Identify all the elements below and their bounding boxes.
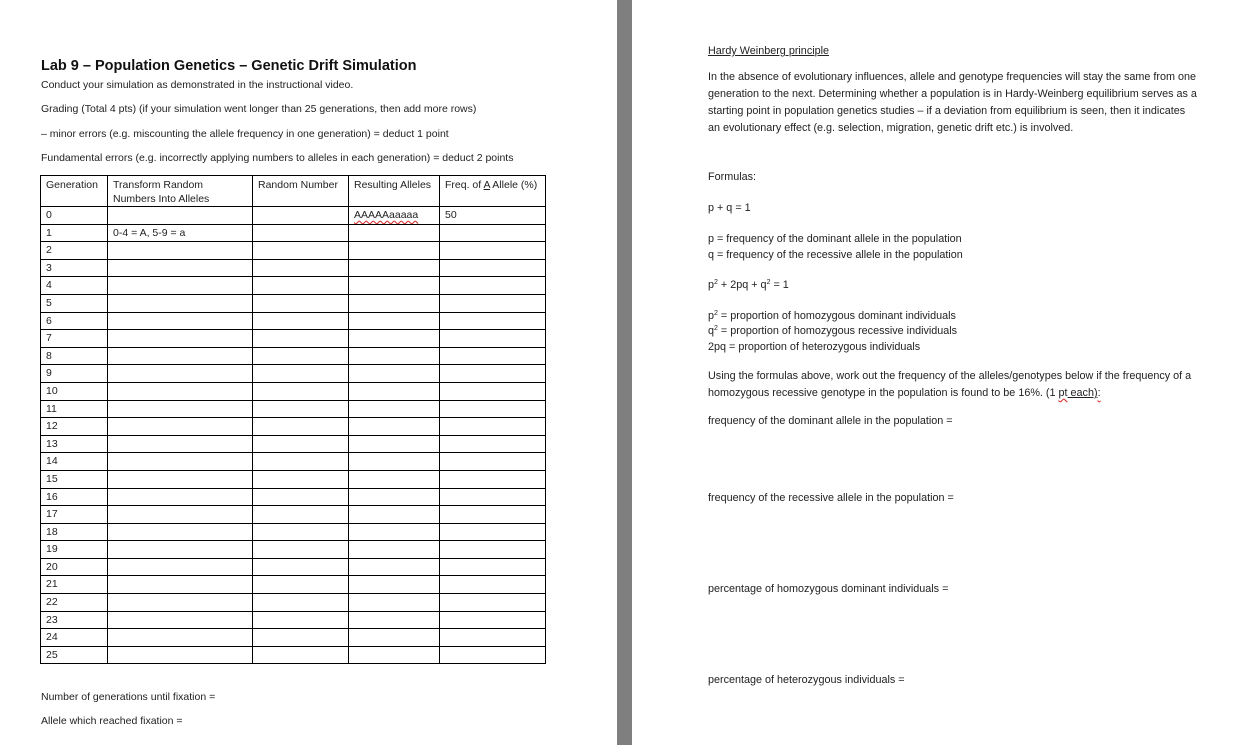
generation-cell[interactable]: 0 (41, 207, 108, 225)
freq-cell[interactable] (440, 435, 546, 453)
transform-cell[interactable] (108, 594, 253, 612)
table-row (41, 558, 546, 576)
table-row (41, 224, 546, 242)
table-row (41, 312, 546, 330)
freq-cell[interactable] (440, 365, 546, 383)
table-row (41, 330, 546, 348)
random-number-cell[interactable] (253, 418, 349, 436)
page-divider (617, 0, 632, 745)
question-main: Using the formulas above, work out the frequency of the alleles/genotypes below if the frequency of a homozygous recessive genotype in the population is found to be 16%. (1 (708, 370, 1192, 399)
header-transform-text: Transform Random Numbers Into Alleles (113, 179, 210, 205)
freq-cell[interactable] (440, 418, 546, 436)
header-generation: Generation (41, 176, 108, 207)
question-pt: pt (1058, 387, 1068, 399)
header-freq (440, 176, 546, 207)
table-row (41, 523, 546, 541)
doc-title: Lab 9 – Population Genetics – Genetic Drift Simulation (41, 58, 417, 74)
generation-cell[interactable]: 10 (41, 382, 108, 400)
freq-cell[interactable] (440, 453, 546, 471)
random-number-cell[interactable] (253, 277, 349, 295)
resulting-alleles-cell[interactable] (349, 646, 440, 664)
generations-fixation-text: Number of generations until fixation = (41, 691, 216, 703)
resulting-alleles-cell[interactable] (349, 330, 440, 348)
transform-cell[interactable] (108, 576, 253, 594)
answer-dominant-frequency: frequency of the dominant allele in the population = (708, 415, 953, 427)
generation-cell[interactable]: 9 (41, 365, 108, 383)
transform-cell[interactable] (108, 277, 253, 295)
freq-cell[interactable] (440, 646, 546, 664)
header-random-number: Random Number (253, 176, 349, 207)
generation-cell[interactable]: 24 (41, 629, 108, 647)
question-end: each) (1067, 387, 1098, 399)
table-row (41, 488, 546, 506)
header-transform (108, 176, 253, 207)
resulting-alleles-cell[interactable] (349, 470, 440, 488)
random-number-cell[interactable] (253, 259, 349, 277)
resulting-alleles-cell[interactable] (349, 365, 440, 383)
transform-cell[interactable] (108, 418, 253, 436)
random-number-cell[interactable] (253, 435, 349, 453)
random-number-cell[interactable] (253, 347, 349, 365)
generation-cell[interactable]: 23 (41, 611, 108, 629)
resulting-alleles-cell[interactable] (349, 594, 440, 612)
transform-cell[interactable] (108, 629, 253, 647)
transform-cell[interactable] (108, 207, 253, 225)
grading-text: Grading (Total 4 pts) (if your simulation went longer than 25 generations, then add more rows) (41, 103, 477, 115)
freq-cell[interactable] (440, 400, 546, 418)
generation-cell[interactable]: 14 (41, 453, 108, 471)
generation-cell[interactable]: 22 (41, 594, 108, 612)
q2-definition (708, 323, 957, 339)
freq-cell[interactable] (440, 224, 546, 242)
freq-cell[interactable] (440, 470, 546, 488)
table-row (41, 259, 546, 277)
resulting-alleles-cell[interactable] (349, 611, 440, 629)
transform-cell[interactable] (108, 646, 253, 664)
freq-cell[interactable] (440, 488, 546, 506)
transform-cell[interactable] (108, 400, 253, 418)
generation-cell[interactable]: 8 (41, 347, 108, 365)
header-freq-suffix: Allele (%) (489, 179, 538, 191)
table-row (41, 277, 546, 295)
resulting-alleles-cell[interactable] (349, 312, 440, 330)
minor-errors-text: – minor errors (e.g. miscounting the allele frequency in one generation) = deduct 1 point (41, 128, 449, 140)
random-number-cell[interactable] (253, 312, 349, 330)
resulting-alleles-cell[interactable] (349, 629, 440, 647)
header-resulting-alleles: Resulting Alleles (349, 176, 440, 207)
generation-cell[interactable]: 25 (41, 646, 108, 664)
resulting-alleles-cell[interactable] (349, 259, 440, 277)
p2-definition (708, 308, 956, 324)
table-row (41, 382, 546, 400)
hw-eq-exp-1: 2 (714, 279, 718, 286)
table-row (41, 541, 546, 559)
resulting-alleles-cell[interactable] (349, 541, 440, 559)
table-body (41, 207, 546, 664)
table-row (41, 576, 546, 594)
transform-cell[interactable]: 0-4 = A, 5-9 = a (108, 224, 253, 242)
table-row (41, 207, 546, 225)
q2-text: = proportion of homozygous recessive individuals (717, 325, 958, 337)
answer-homozygous-dominant: percentage of homozygous dominant individuals = (708, 583, 949, 595)
hw-eq-p: p (708, 279, 715, 291)
resulting-alleles-cell[interactable] (349, 435, 440, 453)
transform-cell[interactable] (108, 312, 253, 330)
random-number-cell[interactable] (253, 576, 349, 594)
generation-cell[interactable]: 1 (41, 224, 108, 242)
freq-cell[interactable]: 50 (440, 207, 546, 225)
random-number-cell[interactable] (253, 470, 349, 488)
resulting-alleles-cell[interactable] (349, 488, 440, 506)
freq-cell[interactable] (440, 312, 546, 330)
hw-heading: Hardy Weinberg principle (708, 45, 830, 57)
resulting-alleles-cell[interactable] (349, 506, 440, 524)
generation-cell[interactable]: 12 (41, 418, 108, 436)
freq-cell[interactable] (440, 330, 546, 348)
freq-cell[interactable] (440, 594, 546, 612)
freq-cell[interactable] (440, 541, 546, 559)
table-row (41, 506, 546, 524)
random-number-cell[interactable] (253, 224, 349, 242)
drift-table (40, 175, 546, 664)
table-row (41, 453, 546, 471)
generation-cell[interactable]: 15 (41, 470, 108, 488)
header-freq-allele: A (483, 179, 490, 191)
generation-cell[interactable]: 2 (41, 242, 108, 260)
answer-heterozygous: percentage of heterozygous individuals = (708, 674, 905, 686)
random-number-cell[interactable] (253, 365, 349, 383)
q-definition: q = frequency of the recessive allele in the population (708, 249, 963, 261)
random-number-cell[interactable] (253, 400, 349, 418)
question-text (708, 368, 1208, 402)
freq-cell[interactable] (440, 382, 546, 400)
transform-cell[interactable] (108, 382, 253, 400)
random-number-cell[interactable] (253, 382, 349, 400)
random-number-cell[interactable] (253, 506, 349, 524)
random-number-cell[interactable] (253, 594, 349, 612)
transform-cell[interactable] (108, 470, 253, 488)
hw-eq-end: = 1 (770, 279, 789, 291)
generation-cell[interactable]: 5 (41, 294, 108, 312)
transform-cell[interactable] (108, 488, 253, 506)
table-row (41, 400, 546, 418)
transform-cell[interactable] (108, 242, 253, 260)
resulting-alleles-cell[interactable] (349, 224, 440, 242)
hw-intro: In the absence of evolutionary influences, allele and genotype frequencies will stay the same from one generation to the next. Determining whether a population is in Hardy-Weinberg equilibrium serves as a starting point in population genetics studies – if a deviation from equilibrium is seen, then it indicates an evolutionary effect (e.g. selection, migration, genetic drift etc.) is involved. (708, 71, 1197, 134)
table-row (41, 435, 546, 453)
random-number-cell[interactable] (253, 294, 349, 312)
resulting-alleles-cell[interactable] (349, 242, 440, 260)
resulting-alleles-cell[interactable] (349, 558, 440, 576)
p2-text: = proportion of homozygous dominant individuals (717, 310, 956, 322)
transform-cell[interactable] (108, 365, 253, 383)
transform-cell[interactable] (108, 330, 253, 348)
table-row (41, 594, 546, 612)
table-header-row (41, 176, 546, 207)
table-row (41, 470, 546, 488)
answer-recessive-frequency: frequency of the recessive allele in the population = (708, 492, 954, 504)
table-row (41, 418, 546, 436)
generation-cell[interactable]: 18 (41, 523, 108, 541)
p-definition: p = frequency of the dominant allele in the population (708, 233, 962, 245)
resulting-alleles-cell[interactable] (349, 400, 440, 418)
freq-cell[interactable] (440, 294, 546, 312)
transform-cell[interactable] (108, 523, 253, 541)
freq-cell[interactable] (440, 523, 546, 541)
question-colon: : (1097, 387, 1101, 399)
random-number-cell[interactable] (253, 646, 349, 664)
resulting-alleles-cell[interactable] (349, 576, 440, 594)
table-row (41, 294, 546, 312)
freq-cell[interactable] (440, 259, 546, 277)
transform-cell[interactable] (108, 259, 253, 277)
random-number-cell[interactable] (253, 488, 349, 506)
generation-cell[interactable]: 3 (41, 259, 108, 277)
generation-cell[interactable]: 20 (41, 558, 108, 576)
generation-cell[interactable]: 21 (41, 576, 108, 594)
resulting-alleles-cell[interactable] (349, 347, 440, 365)
random-number-cell[interactable] (253, 242, 349, 260)
generation-cell[interactable]: 6 (41, 312, 108, 330)
resulting-alleles-cell[interactable] (349, 277, 440, 295)
right-page (632, 0, 1253, 745)
random-number-cell[interactable] (253, 523, 349, 541)
generation-cell[interactable]: 17 (41, 506, 108, 524)
generation-cell[interactable]: 7 (41, 330, 108, 348)
freq-cell[interactable] (440, 629, 546, 647)
resulting-alleles-cell[interactable] (349, 418, 440, 436)
p2-exp: 2 (714, 310, 718, 317)
random-number-cell[interactable] (253, 611, 349, 629)
generation-cell[interactable]: 13 (41, 435, 108, 453)
freq-cell[interactable] (440, 506, 546, 524)
header-freq-prefix: Freq. of (445, 179, 484, 191)
table-row (41, 365, 546, 383)
freq-cell[interactable] (440, 576, 546, 594)
resulting-alleles-cell[interactable] (349, 453, 440, 471)
resulting-alleles-cell[interactable] (349, 523, 440, 541)
random-number-cell[interactable] (253, 330, 349, 348)
generation-cell[interactable]: 19 (41, 541, 108, 559)
q2-exp: 2 (714, 325, 718, 332)
formulas-label: Formulas: (708, 171, 756, 183)
random-number-cell[interactable] (253, 207, 349, 225)
generation-cell[interactable]: 16 (41, 488, 108, 506)
transform-cell[interactable] (108, 347, 253, 365)
freq-cell[interactable] (440, 242, 546, 260)
transform-cell[interactable] (108, 435, 253, 453)
random-number-cell[interactable] (253, 541, 349, 559)
table-row (41, 629, 546, 647)
allele-fixation-text: Allele which reached fixation = (41, 715, 183, 727)
transform-cell[interactable] (108, 294, 253, 312)
hw-eq-mid: + 2pq + q (717, 279, 767, 291)
instruction-text: Conduct your simulation as demonstrated in the instructional video. (41, 79, 354, 91)
table-row (41, 242, 546, 260)
freq-cell[interactable] (440, 347, 546, 365)
hw-eq-exp-2: 2 (766, 279, 771, 286)
transform-cell[interactable] (108, 506, 253, 524)
table-row (41, 611, 546, 629)
freq-cell[interactable] (440, 611, 546, 629)
table-row (41, 347, 546, 365)
twopq-definition: 2pq = proportion of heterozygous individuals (708, 341, 921, 353)
generation-cell[interactable]: 11 (41, 400, 108, 418)
transform-cell[interactable] (108, 541, 253, 559)
q2-symbol: q (708, 325, 715, 337)
transform-cell[interactable] (108, 611, 253, 629)
generation-cell[interactable]: 4 (41, 277, 108, 295)
freq-cell[interactable] (440, 277, 546, 295)
freq-cell[interactable] (440, 558, 546, 576)
random-number-cell[interactable] (253, 558, 349, 576)
fundamental-errors-text: Fundamental errors (e.g. incorrectly applying numbers to alleles in each generation) = deduct 2 points (41, 152, 514, 164)
p2-symbol: p (708, 310, 715, 322)
resulting-alleles-cell[interactable] (349, 294, 440, 312)
random-number-cell[interactable] (253, 629, 349, 647)
hw-equation (708, 277, 789, 293)
resulting-alleles-cell[interactable]: AAAAAaaaaa (349, 207, 440, 225)
table-row (41, 646, 546, 664)
transform-cell[interactable] (108, 558, 253, 576)
transform-cell[interactable] (108, 453, 253, 471)
random-number-cell[interactable] (253, 453, 349, 471)
left-page (0, 0, 617, 745)
formula-sum: p + q = 1 (708, 202, 751, 214)
resulting-alleles-cell[interactable] (349, 382, 440, 400)
